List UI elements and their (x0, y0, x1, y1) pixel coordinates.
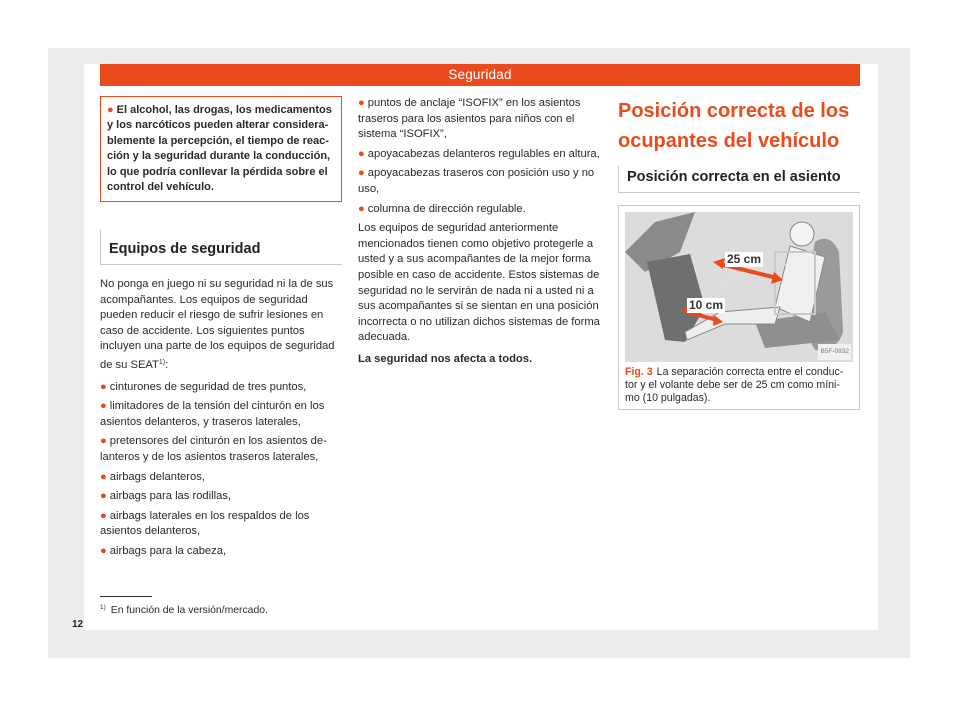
bullet-icon: ● (100, 435, 107, 448)
warning-text: El alcohol, las drogas, los medicamentos y los narcóticos pueden alterar considerablemente la percepción, el tiempo de reacción y la seguridad durante la conducción, lo que podría conllevar la pérdida sobre el control del vehículo. (107, 104, 332, 194)
intro-paragraph: No ponga en juego ni su seguridad ni la de sus acompañantes. Los equipos de seguridad pueden reducir el riesgo de sufrir lesiones en caso de accidente. Los siguientes puntos incluyen una parte de los equipos de seguridad de su SEAT$^{1)}$: (100, 278, 335, 371)
figure-caption (625, 366, 851, 405)
column-2 (358, 96, 601, 374)
list-item: ● limitadores de la tensión del cinturón en los asientos delanteros, y traseros laterales, (100, 400, 325, 428)
bullet-icon: ● (358, 202, 365, 215)
bullet-icon: ● (100, 490, 107, 503)
seating-illustration (625, 212, 853, 362)
bullet-icon: ● (358, 147, 365, 160)
distance-label-10: 10 cm (689, 297, 724, 312)
equipment-list-continued (358, 96, 601, 217)
footnote: $^{1)}$ En función de la versión/mercado. (100, 604, 268, 616)
section-heading: Equipos de seguridad (100, 230, 342, 265)
bullet-icon: ● (100, 400, 107, 413)
bullet-icon: ● (358, 167, 365, 180)
list-item: ● apoyacabezas delanteros regulables en altura, (358, 147, 600, 160)
list-item: ● cinturones de seguridad de tres puntos, (100, 380, 307, 393)
section-header: Seguridad (100, 64, 860, 86)
bullet-icon: ● (358, 97, 365, 109)
list-item: ● airbags delanteros, (100, 470, 205, 483)
bullet-icon: ● (107, 104, 114, 116)
distance-label-25: 25 cm (727, 251, 762, 266)
list-item: ● columna de dirección regulable. (358, 202, 526, 215)
footnote-divider (100, 596, 152, 597)
warning-box (100, 96, 342, 202)
list-item: ● pretensores del cinturón en los asientos delanteros y de los asientos traseros laterales, (100, 435, 327, 463)
equipment-list (100, 380, 342, 560)
figure-code: B5F-0932 (818, 344, 851, 360)
page-number: 12 (72, 619, 84, 630)
footnote-ref[interactable]: 1) (158, 359, 166, 366)
closing-statement: La seguridad nos afecta a todos. (358, 352, 533, 365)
bullet-icon: ● (100, 380, 107, 393)
column-3 (618, 96, 860, 410)
driver-seat-illustration (625, 212, 853, 362)
bullet-icon: ● (100, 470, 107, 483)
body-paragraph: Los equipos de seguridad anteriormente mencionados tienen como objetivo protegerle a usted y a sus acompañantes de la mejor forma posible en caso de accidente. Estos sistemas de seguridad no le servirán de nada ni a usted ni a sus acompañantes si se sientan en una posición incorrecta o no utilizan dichos sistemas de forma adecuada. (358, 222, 600, 344)
figure (618, 205, 860, 410)
list-item: ● apoyacabezas traseros con posición uso y no uso, (358, 167, 595, 195)
bullet-icon: ● (100, 544, 107, 557)
figure-number: Fig. 3 (625, 365, 653, 378)
list-item: ● airbags para las rodillas, (100, 490, 232, 503)
list-item: ● puntos de anclaje “ISOFIX” en los asientos traseros para los asientos para niños con el sistema “ISOFIX”, (358, 97, 581, 141)
list-item: ● airbags laterales en los respaldos de los asientos delanteros, (100, 509, 310, 538)
bullet-icon: ● (100, 509, 107, 522)
sub-heading: Posición correcta en el asiento (618, 166, 860, 193)
list-item: ● airbags para la cabeza, (100, 544, 227, 557)
chapter-title: Posición correcta de los ocupantes del vehículo (618, 100, 850, 152)
figure-caption-text: La separación correcta entre el conductor y el volante debe ser de 25 cm como mínimo (10 pulgadas). (625, 365, 844, 404)
column-1 (100, 96, 342, 564)
